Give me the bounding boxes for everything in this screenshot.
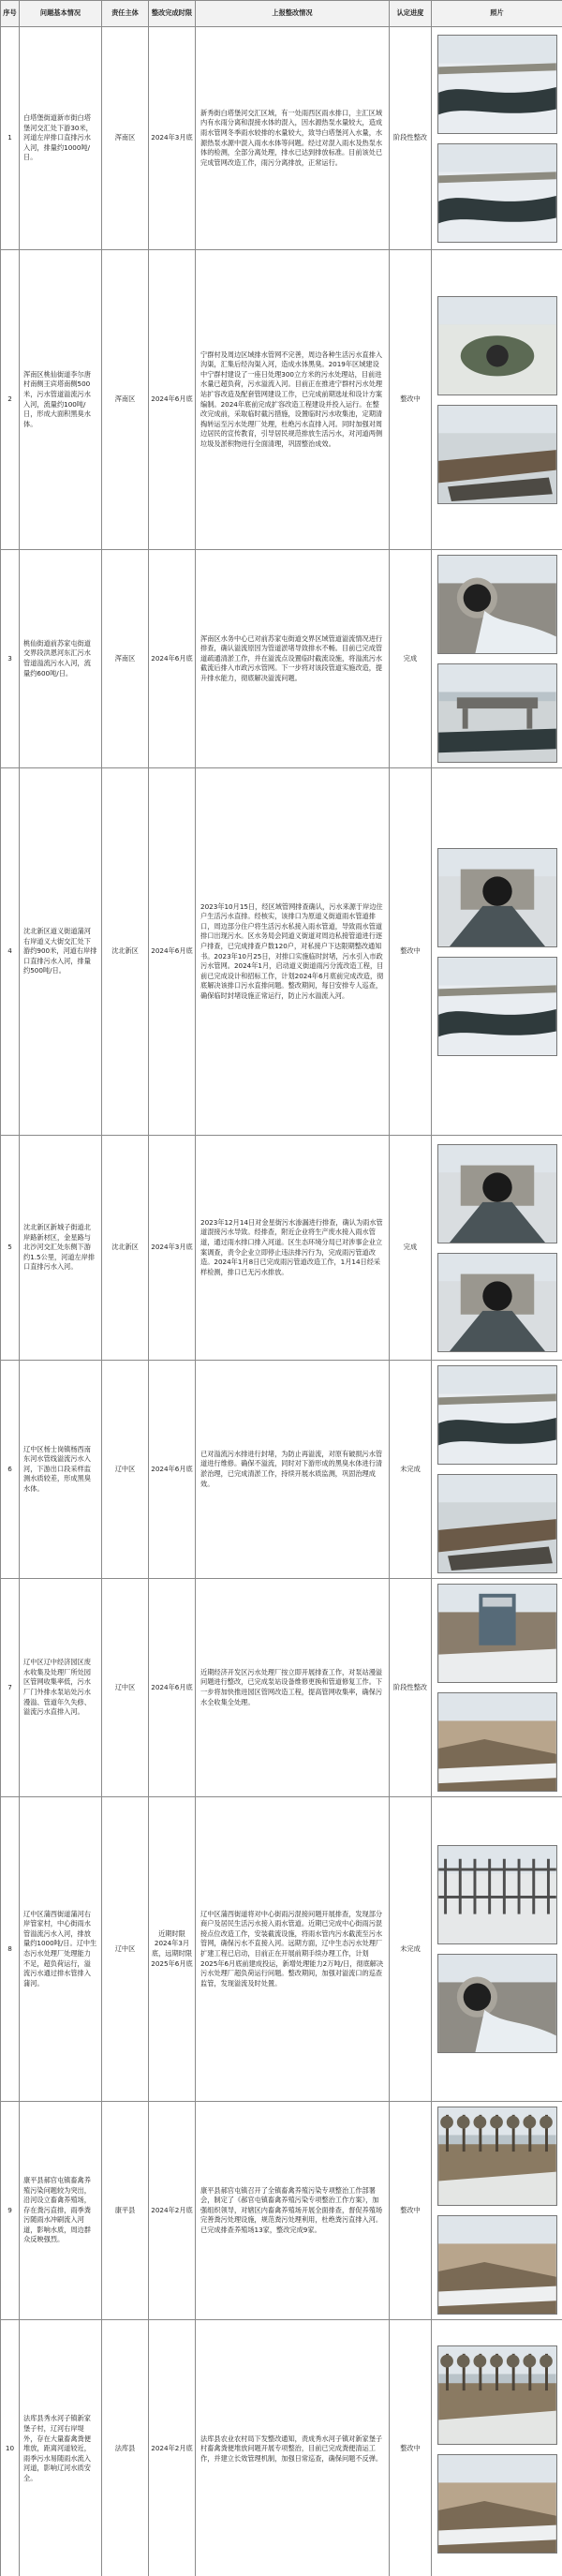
row-report: 2023年12月14日对金星街污水渗漏进行排查，确认为雨水管道混接污水导致。经排查，附近企业将生产废水接入雨水管道，通过雨水排口排入河道。区生态环境分局已对涉事企业立案调查，责令企业立即停止违法排污行为，完成雨污管道改造。2024年1月8日已完成雨污管道改造工作，1月14日经采样检测，排口已无污水排放。 [196,1136,390,1361]
table-row [1,1361,562,1579]
site-photo [437,1692,557,1792]
row-photos [432,250,562,550]
site-photo [437,35,557,134]
row-index: 7 [1,1579,20,1797]
row-problem: 沈北新区新城子街道北岸路新材区，金星路与北沙河交汇处东侧下游约1.5公里，河道左岸排口直排污水入河。 [20,1136,102,1361]
table-row [1,27,562,250]
row-photos [432,1797,562,2102]
row-problem: 桃仙街道前苏家屯街道交界段洪恩河东汇污水管道溢流污水入河，流量约600吨/日。 [20,550,102,768]
row-status: 整改中 [390,2102,432,2320]
row-status: 整改中 [390,250,432,550]
row-status: 完成 [390,550,432,768]
row-status: 未完成 [390,1361,432,1579]
row-responsible: 康平县 [102,2102,149,2320]
header-index: 序号 [1,1,20,27]
site-photo [437,555,557,654]
row-index: 1 [1,27,20,250]
site-photo [437,405,557,504]
row-status: 整改中 [390,768,432,1136]
table-row [1,2102,562,2320]
row-status: 完成 [390,1136,432,1361]
row-deadline: 2024年6月底 [149,550,196,768]
site-photo [437,1365,557,1465]
table-row [1,1136,562,1361]
photo-group [436,555,557,763]
site-photo [437,2215,557,2315]
row-deadline: 2024年3月底 [149,27,196,250]
header-problem: 问题基本情况 [20,1,102,27]
row-photos [432,1361,562,1579]
table-row [1,768,562,1136]
row-problem: 辽中区蒲西街道蒲河右岸管家村，中心街雨水管溢流污水入河，排放量约1000吨/日。辽中生态污水处理厂处理能力不足，超负荷运行，溢流污水通过排水管排入蒲河。 [20,1797,102,2102]
row-report: 宁群村及周边区域排水管网不完善，周边各种生活污水直排入沟渠，汇集后经沟渠入河，造成水体黑臭。2019年区域建设中宁群村建设了一座日处理300立方米的污水处理站，目前进水量已超负荷，污水溢流入河。目前正在推进宁群村污水处理站扩容改造及配套管网建设工作，已完成前期选址和设计方案编制。2024年底前完成扩容改造工程建设并投入运行。在整改完成前，采取临时截污措施，设置临时污水收集池，定期清掏转运至污水处理厂处理，杜绝污水直排入河。同时加强对周边居民的宣传教育，引导居民规范排放生活污水，对河道两侧垃圾及淤积物进行全面清理，巩固整治成效。 [196,250,390,550]
row-problem: 法库县秀水河子镇新家堡子村，辽河右岸堤外，存在大量畜禽粪便堆放，距离河道较近，雨季污水易随雨水流入河道，影响辽河水质安全。 [20,2320,102,2576]
row-deadline: 2024年3月底 [149,1136,196,1361]
header-photos: 照片 [432,1,562,27]
site-photo [437,2107,557,2206]
site-photo [437,1144,557,1243]
row-status: 整改中 [390,2320,432,2576]
row-index: 2 [1,250,20,550]
header-report: 上报整改情况 [196,1,390,27]
row-index: 9 [1,2102,20,2320]
header-deadline: 整改完成时限 [149,1,196,27]
site-photo [437,957,557,1056]
row-responsible: 辽中区 [102,1797,149,2102]
site-photo [437,848,557,947]
site-photo [437,2454,557,2554]
row-responsible: 浑南区 [102,550,149,768]
row-report: 浑南区水务中心已对前苏家屯街道交界区域管道溢流情况进行排查，确认溢流原因为管道淤堵导致排水不畅。目前已完成管道疏通清淤工作，并在溢流点设置临时截流设施，将溢流污水截流后排入市政污水管网。下一步将对该段管道实施改造，提升排水能力，彻底解决溢流问题。 [196,550,390,768]
header-status: 认定进度 [390,1,432,27]
site-photo [437,1584,557,1683]
row-responsible: 沈北新区 [102,1136,149,1361]
row-photos [432,550,562,768]
photo-group [436,1365,557,1573]
row-problem: 浑南区桃仙街道李尔唐村南侧王宾塔南侧500米，污水管道溢流污水入河，流量约100吨/日，形成大面积黑臭水体。 [20,250,102,550]
header-row [1,1,562,27]
row-deadline: 2024年6月底 [149,1579,196,1797]
row-index: 6 [1,1361,20,1579]
photo-group [436,1584,557,1792]
site-photo [437,1845,557,1944]
site-photo [437,663,557,763]
photo-group [436,1845,557,2053]
row-responsible: 法库县 [102,2320,149,2576]
site-photo [437,143,557,243]
row-problem: 沈北新区道义街道蒲河右岸道义大街交汇处下游约900米，河道右岸排口直排污水入河，排量约500吨/日。 [20,768,102,1136]
row-status: 阶段性整改 [390,1579,432,1797]
row-photos [432,2102,562,2320]
row-deadline: 2024年2月底 [149,2320,196,2576]
row-report: 辽中区蒲西街道将对中心街雨污混接问题开展排查，发现部分商户及居民生活污水接入雨水管道。近期已完成中心街雨污混接点位改造工作，安装截流设施，将雨水管内污水截流至污水管网，确保污水不直接入河。远期方面，辽中生态污水处理厂扩建工程已启动，目前正在开展前期手续办理工作，计划2025年6月底前建成投运，新增处理能力2万吨/日，彻底解决污水处理厂超负荷运行问题。整改期间，加强对溢流口的巡查监管，发现溢流及时处置。 [196,1797,390,2102]
table-header [1,1,562,27]
row-index: 4 [1,768,20,1136]
row-responsible: 辽中区 [102,1361,149,1579]
row-report: 新秀街白塔堡河交汇区域，有一处雨西区雨水排口，主汇区域内有水雨分离和混接水体的混入，因水源热泵水量较大，造成雨水管网冬季雨水较排的水量较大，致导白塔堡河入水量，水源热泵水源中混入雨水水体等问题。经过对混入雨水及热泵水体的检测，全部分离处理，排水已达到排放标准。目前该处已完成管网改造工作，雨污分离排放，正常运行。 [196,27,390,250]
row-photos [432,27,562,250]
photo-group [436,1144,557,1352]
header-responsible: 责任主体 [102,1,149,27]
photo-group [436,2107,557,2315]
row-responsible: 辽中区 [102,1579,149,1797]
table-row [1,1579,562,1797]
photo-group [436,296,557,504]
row-report: 康平县郝官屯镇召开了全镇畜禽养殖污染专项整治工作部署会，制定了《郝官屯镇畜禽养殖污染专项整治工作方案》，加强组织领导，对辖区内畜禽养殖场开展全面排查，督促养殖场完善粪污处理设施，规范粪污处理利用，杜绝粪污直排入河。已完成排查养殖场13家，整改完成9家。 [196,2102,390,2320]
site-photo [437,1474,557,1573]
row-index: 8 [1,1797,20,2102]
photo-group [436,2345,557,2554]
table-row [1,550,562,768]
row-report: 近期经济开发区污水处理厂按立即开展排查工作，对泵站漫溢问题进行整改，已完成泵站设备维修更换和管道修复工作。下一步将加快推进园区管网改造工程，提高管网收集率，确保污水全收集全处理。 [196,1579,390,1797]
row-report: 已对溢流污水排进行封堵，为防止再溢流，对原有破损污水管道进行维修。确保不溢流，同时对下游形成的黑臭水体进行清淤治理，已完成清淤工作，持续开展水质监测，巩固治理成效。 [196,1361,390,1579]
row-photos [432,2320,562,2576]
row-index: 5 [1,1136,20,1361]
site-photo [437,2345,557,2445]
photo-group [436,848,557,1056]
row-report: 2023年10月15日，经区域管网排查确认，污水来源于岸边住户生活污水直排。经核实，该排口为原道义街道雨水管道排口，周边部分住户将生活污水私接入雨水管道，导致雨水管道排口出现污水。区水务局会同道义街道对周边私接管道进行逐户排查，已完成排查户数120户，对私接户下达限期整改通知书。2023年10月25日，对排口实施临时封堵，污水引入市政污水管网。2024年1月，启动道义街道雨污分流改造工程，目前已完成设计和招标工作，计划2024年6月底前完成改造，彻底解决该排口污水直排问题。整改期间，每日安排专人巡查，确保临时封堵设施正常运行，防止污水溢流入河。 [196,768,390,1136]
site-photo [437,296,557,395]
row-problem: 辽中区杨士岗镇杨西南东河水管线溢流污水入河，下游出口段采样监测水质较差，形成黑臭水体。 [20,1361,102,1579]
table-body [1,27,562,2576]
site-photo [437,1253,557,1352]
row-index: 3 [1,550,20,768]
row-photos [432,768,562,1136]
row-status: 阶段性整改 [390,27,432,250]
table-row [1,1797,562,2102]
row-photos [432,1579,562,1797]
row-problem: 白塔堡街道新市街白塔堡河交汇处下游30米，河道左岸排口直排污水入河，排量约1000吨/日。 [20,27,102,250]
row-deadline: 近期时限2024年3月底，远期时限2025年6月底 [149,1797,196,2102]
table-row [1,250,562,550]
row-deadline: 2024年6月底 [149,768,196,1136]
row-deadline: 2024年6月底 [149,1361,196,1579]
table-row [1,2320,562,2576]
row-problem: 康平县郝官屯镇畜禽养殖污染问题较为突出，沿河设立畜禽养殖场，存在粪污直排，雨季粪污随雨水冲刷流入河道，影响水质，周边群众反映强烈。 [20,2102,102,2320]
row-deadline: 2024年6月底 [149,250,196,550]
row-responsible: 沈北新区 [102,768,149,1136]
row-status: 未完成 [390,1797,432,2102]
row-responsible: 浑南区 [102,250,149,550]
row-photos [432,1136,562,1361]
row-problem: 辽中区辽中经济园区废水收集及处理厂所处园区管网收集率低，污水厂门外排水泵站处污水漫溢、管道年久失修、溢流污水直排入河。 [20,1579,102,1797]
site-photo [437,1954,557,2053]
row-deadline: 2024年2月底 [149,2102,196,2320]
row-index: 10 [1,2320,20,2576]
row-report: 法库县农业农村局下发整改通知，责成秀水河子镇对新家堡子村畜禽粪便堆放问题开展专项整治，目前已完成粪便清运工作，并建立长效管理机制，加强日常巡查，确保问题不反弹。 [196,2320,390,2576]
row-responsible: 浑南区 [102,27,149,250]
photo-group [436,35,557,243]
